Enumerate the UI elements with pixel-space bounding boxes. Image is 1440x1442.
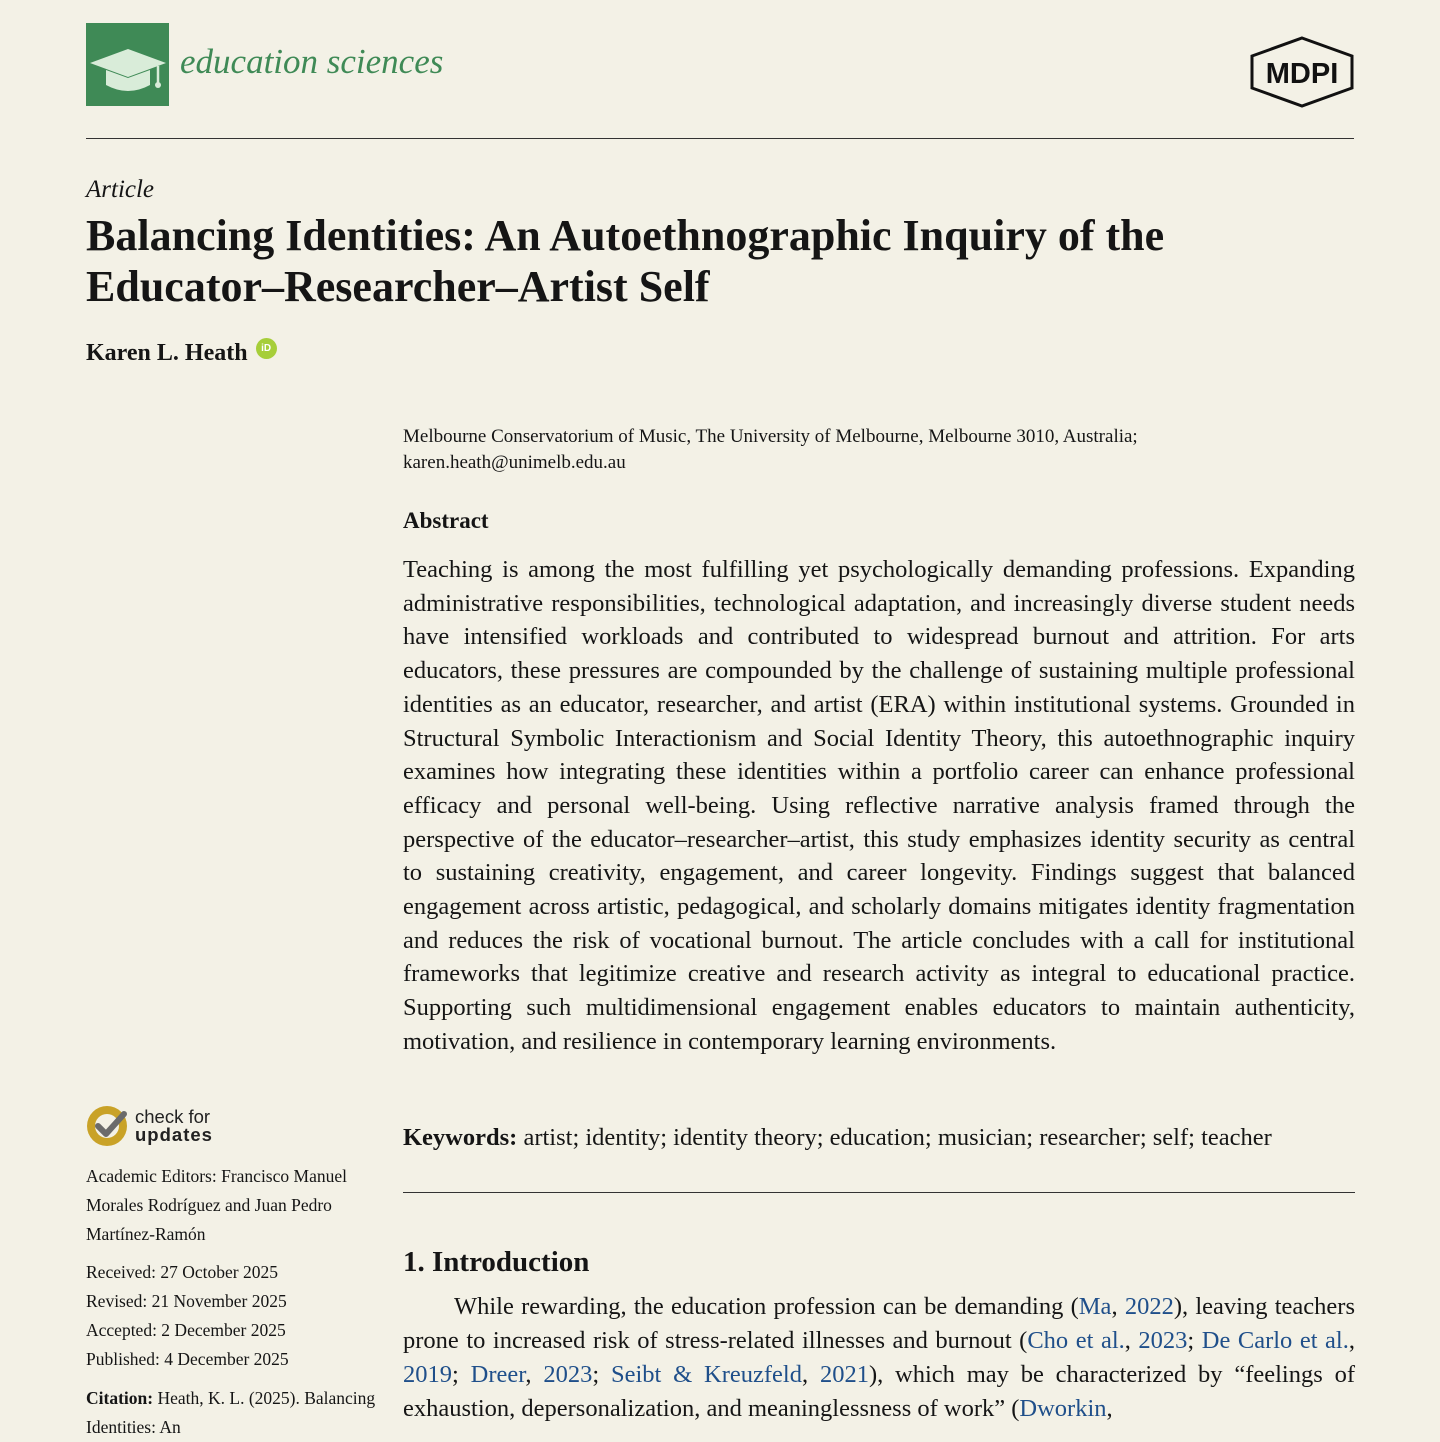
keywords bbox=[403, 1124, 1355, 1152]
abstract-heading: Abstract bbox=[403, 508, 489, 533]
citation-link[interactable]: 2019 bbox=[403, 1361, 452, 1388]
check-for-updates-badge[interactable] bbox=[86, 1105, 213, 1147]
article-title: Balancing Identities: An Autoethnographic Inquiry of the Educator–Researcher–Artist Self bbox=[86, 211, 1165, 311]
keywords-label: Keywords: bbox=[403, 1124, 518, 1151]
citation-text: Heath, K. L. (2025). Balancing Identities: An bbox=[86, 1388, 376, 1437]
abstract-text: Teaching is among the most fulfilling yet psychologically demanding professions. Expanding administrative responsibilities, technological adaptation, and increasingly diverse student needs have intensified workloads and contributed to widespread burnout and attrition. For arts educators, these pressures are compounded by the challenge of sustaining multiple professional identities as an educator, researcher, and artist (ERA) within institutional systems. Grounded in Structural Symbolic Interactionism and Social Identity Theory, this autoethnographic inquiry examines how integrating these identities within a portfolio career can enhance professional efficacy and personal well-being. Using reflective narrative analysis framed through the perspective of the educator–researcher–artist, this study emphasizes identity security as central to sustaining creativity, engagement, and career longevity. Findings suggest that balanced engagement across artistic, pedagogical, and scholarly domains mitigates identity fragmentation and reduces the risk of vocational burnout. The article concludes with a call for institutional frameworks that legitimize creative and research activity as integral to educational practice. Supporting such multidimensional engagement enables educators to maintain authenticity, motivation, and resilience in contemporary learning environments. bbox=[403, 556, 1355, 1055]
date-received: Received: 27 October 2025 bbox=[86, 1262, 278, 1282]
affiliation-institution: Melbourne Conservatorium of Music, The University of Melbourne, Melbourne 3010, Australia; bbox=[403, 426, 1138, 447]
intro-text-run: ; bbox=[592, 1361, 611, 1388]
intro-text-run: ; bbox=[452, 1361, 471, 1388]
journal-name[interactable]: education sciences bbox=[180, 42, 444, 81]
publication-dates bbox=[86, 1258, 386, 1374]
intro-text-run: , bbox=[801, 1361, 820, 1388]
citation-link[interactable]: Dreer bbox=[470, 1361, 526, 1388]
intro-text-run: , bbox=[1124, 1327, 1139, 1354]
keywords-list: artist; identity; identity theory; education; musician; researcher; self; teacher bbox=[523, 1124, 1272, 1151]
intro-text-run: ), which may be characterized by “feelings of exhaustion, depersonalization, and meaninglessness of work” ( bbox=[403, 1361, 1356, 1422]
intro-text-run: , bbox=[1348, 1327, 1355, 1354]
citation-link[interactable]: 2021 bbox=[819, 1361, 869, 1388]
citation-link[interactable]: Ma bbox=[1078, 1293, 1112, 1320]
check-for-updates-icon bbox=[86, 1105, 128, 1147]
section-heading-introduction: 1. Introduction bbox=[403, 1246, 590, 1278]
orcid-icon[interactable]: iD bbox=[256, 338, 277, 359]
academic-editors: Academic Editors: Francisco Manuel Morales Rodríguez and Juan Pedro Martínez-Ramón bbox=[86, 1166, 347, 1244]
citation-link[interactable]: Seibt & Kreuzfeld bbox=[610, 1361, 802, 1388]
author-name[interactable]: Karen L. Heath bbox=[86, 340, 248, 366]
article-type: Article bbox=[86, 176, 155, 203]
citation bbox=[86, 1384, 386, 1442]
intro-text-run: ; bbox=[1187, 1327, 1202, 1354]
journal-logo[interactable] bbox=[86, 23, 169, 106]
citation-link[interactable]: Cho et al. bbox=[1027, 1327, 1125, 1354]
affiliation bbox=[403, 424, 1355, 476]
citation-label: Citation: bbox=[86, 1388, 154, 1408]
date-published: Published: 4 December 2025 bbox=[86, 1349, 289, 1369]
author-email[interactable]: karen.heath@unimelb.edu.au bbox=[403, 452, 626, 473]
header-divider bbox=[86, 138, 1354, 139]
date-accepted: Accepted: 2 December 2025 bbox=[86, 1320, 286, 1340]
date-revised: Revised: 21 November 2025 bbox=[86, 1291, 287, 1311]
publisher-name: MDPI bbox=[1265, 58, 1339, 90]
check-updates-line1: check for bbox=[135, 1106, 211, 1127]
citation-link[interactable]: 2023 bbox=[1138, 1327, 1188, 1354]
check-updates-line2: updates bbox=[135, 1124, 213, 1145]
graduation-cap-icon bbox=[86, 23, 169, 106]
citation-link[interactable]: 2022 bbox=[1124, 1293, 1174, 1320]
citation-link[interactable]: Dworkin bbox=[1019, 1395, 1107, 1422]
mdpi-logo[interactable] bbox=[1248, 36, 1356, 108]
abstract-divider bbox=[403, 1192, 1355, 1193]
citation-link[interactable]: De Carlo et al. bbox=[1201, 1327, 1349, 1354]
introduction-paragraph bbox=[403, 1290, 1355, 1426]
intro-text-run: , bbox=[1106, 1395, 1113, 1422]
intro-text-run: ), leaving teachers prone to increased risk of stress-related illnesses and burnout ( bbox=[403, 1293, 1355, 1354]
intro-text-run: , bbox=[1111, 1293, 1125, 1320]
intro-text-run: , bbox=[525, 1361, 544, 1388]
mdpi-hexagon-icon bbox=[1248, 36, 1356, 108]
citation-link[interactable]: 2023 bbox=[543, 1361, 593, 1388]
intro-text-run: While rewarding, the education profession can be demanding ( bbox=[454, 1293, 1079, 1320]
author-row bbox=[86, 340, 277, 367]
